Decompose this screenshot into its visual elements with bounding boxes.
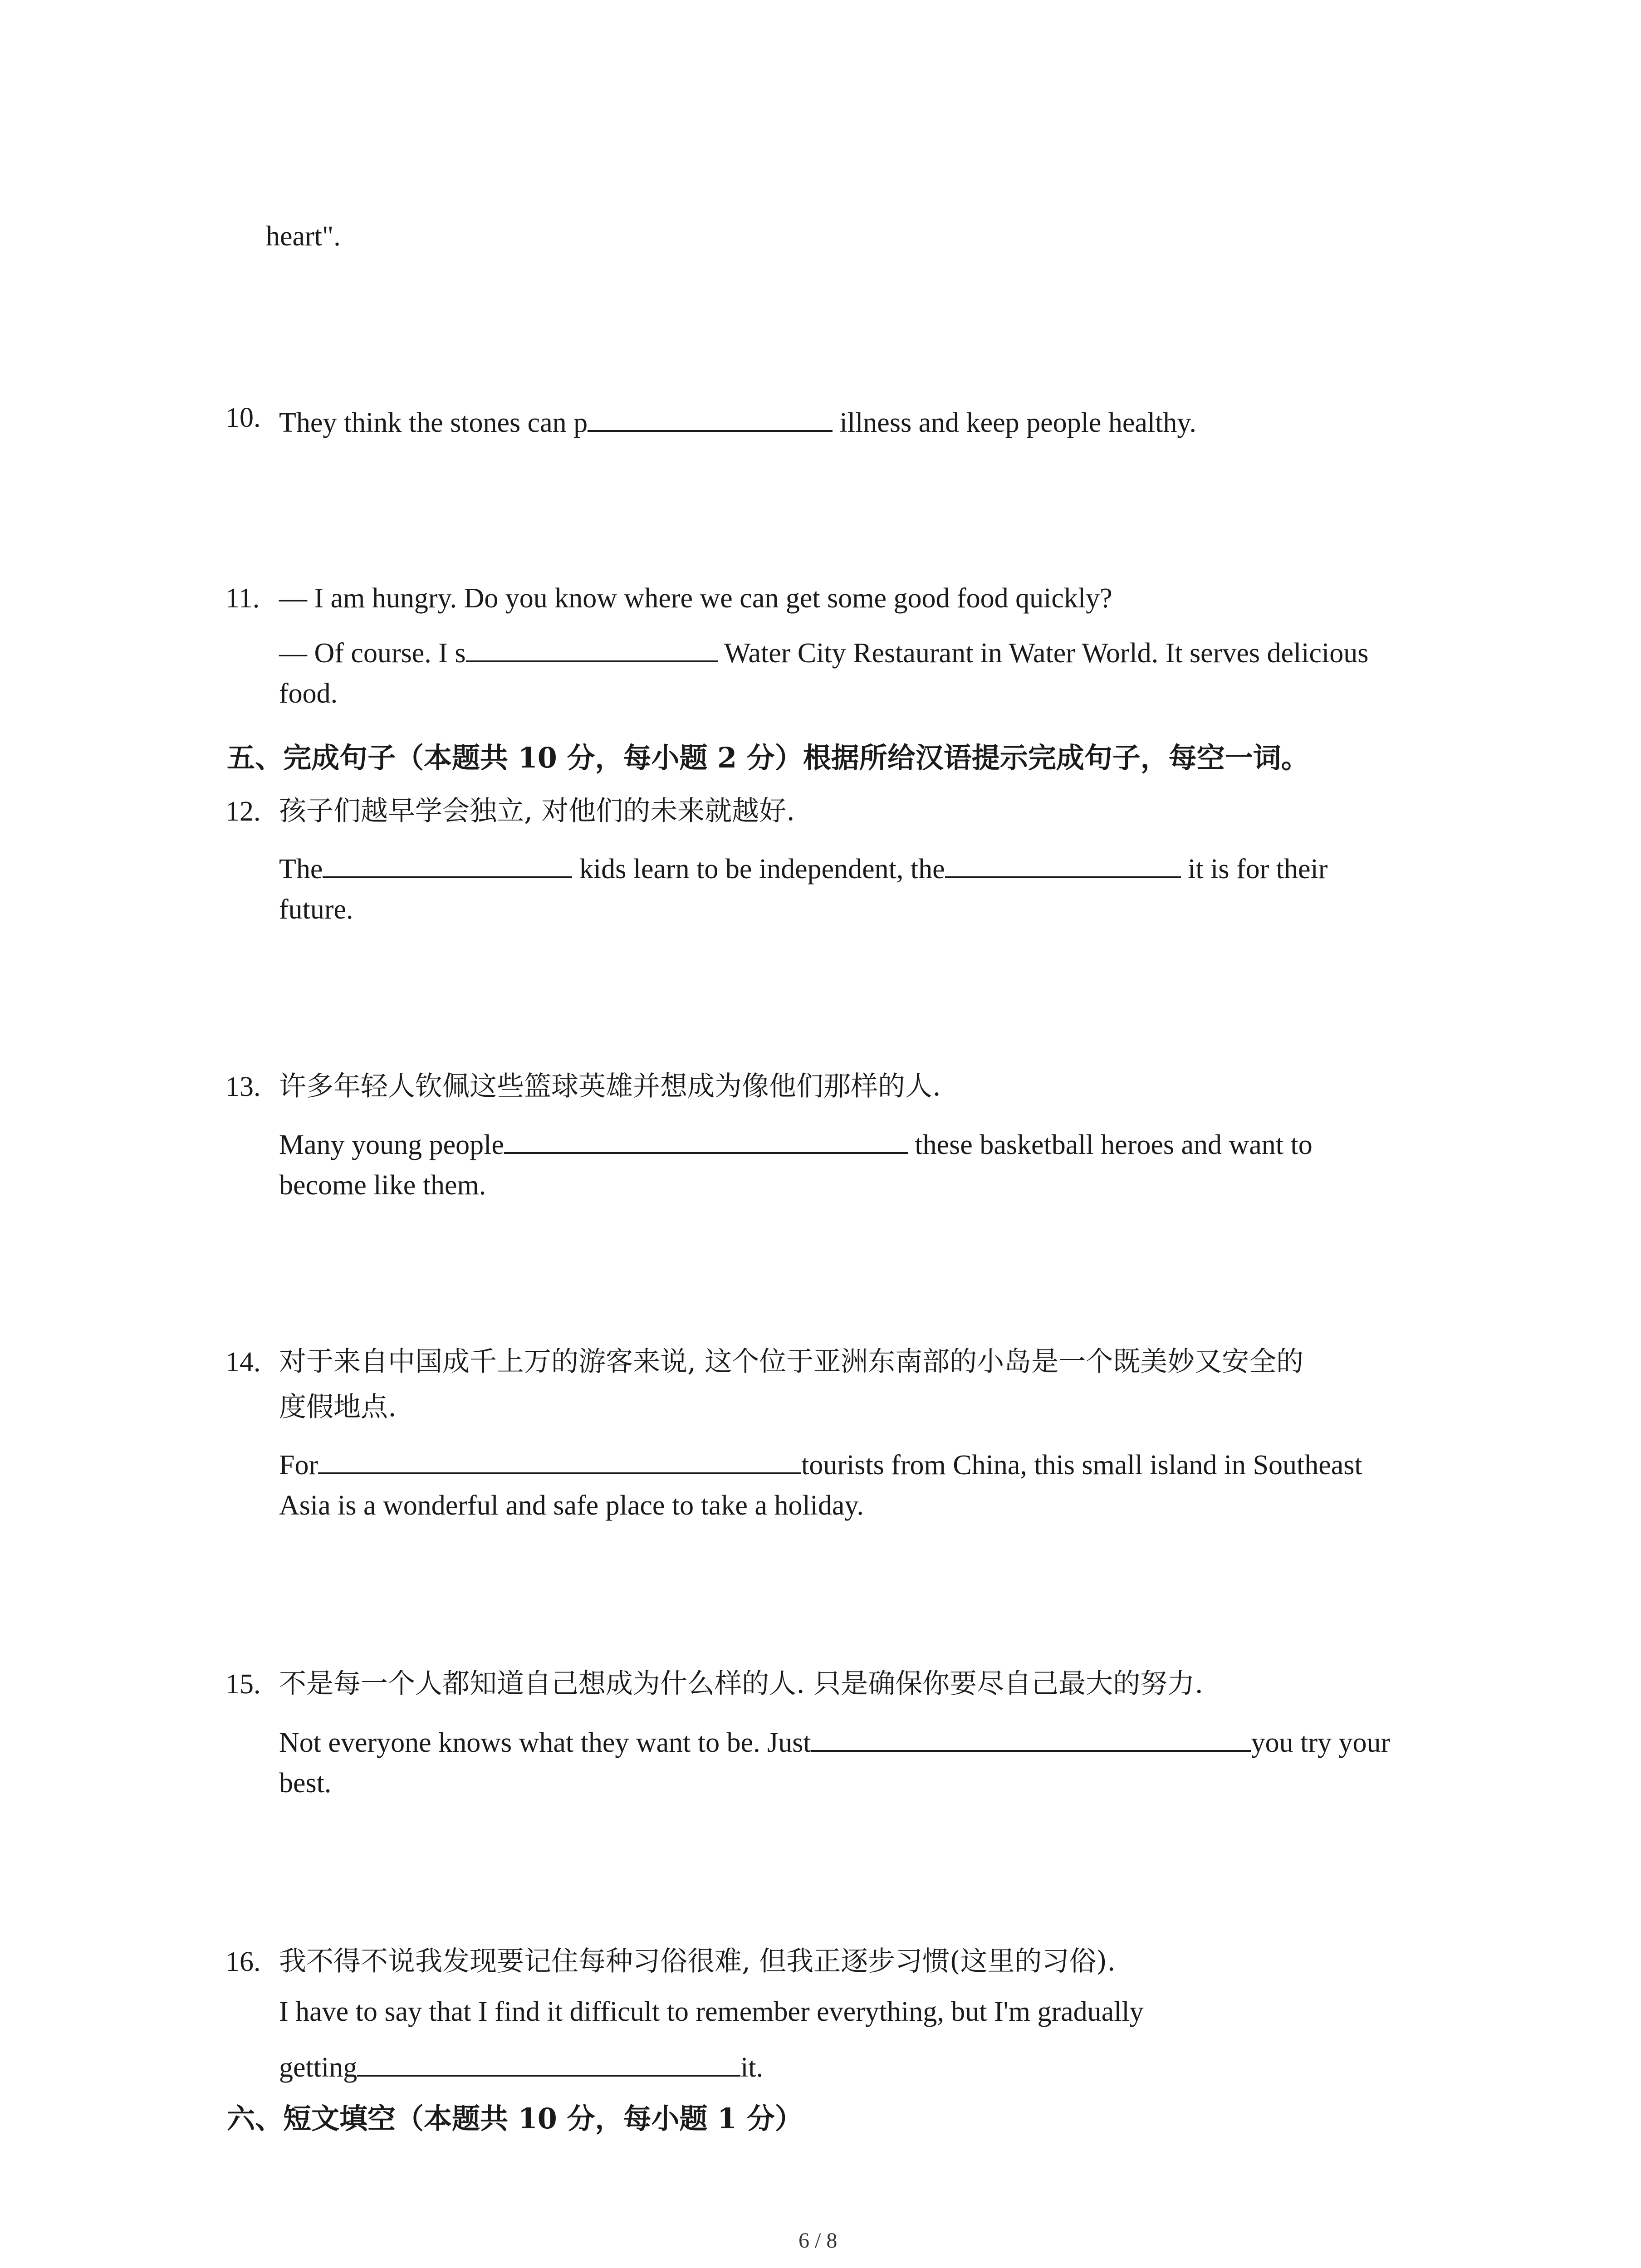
question-11-line1: — I am hungry. Do you know where we can get some good food quickly? — [279, 583, 1112, 614]
question-11-blank[interactable] — [466, 634, 718, 662]
question-14-chinese-line1: 对于来自中国成千上万的游客来说, 这个位于亚洲东南部的小岛是一个既美妙又安全的 — [279, 1346, 1304, 1378]
question-14-number: 14. — [225, 1347, 261, 1378]
question-15-text-before: Not everyone knows what they want to be. Just — [279, 1727, 811, 1758]
question-12-part3: it is for their — [1181, 854, 1328, 885]
question-14-text-before: For — [279, 1450, 318, 1481]
question-16-blank[interactable] — [357, 2048, 740, 2077]
question-11-number: 11. — [225, 583, 260, 614]
question-15-number: 15. — [225, 1669, 261, 1700]
question-14-chinese-line2: 度假地点. — [279, 1391, 397, 1423]
question-11-line3: food. — [279, 678, 338, 709]
question-11-text-before: — Of course. I s — [279, 638, 466, 669]
page-number: 6 / 8 — [798, 2229, 838, 2253]
question-10-number: 10. — [225, 402, 261, 433]
question-12-line3: future. — [279, 894, 353, 925]
question-11-text-after: Water City Restaurant in Water World. It serves delicious — [717, 638, 1369, 669]
question-16-line3 — [279, 2048, 763, 2082]
question-16-number: 16. — [225, 1946, 261, 1977]
question-14-line4: Asia is a wonderful and safe place to take a holiday. — [279, 1490, 864, 1521]
question-16-chinese: 我不得不说我发现要记住每种习俗很难, 但我正逐步习惯(这里的习俗). — [279, 1945, 1116, 1977]
question-16-line2: I have to say that I find it difficult to remember everything, but I'm gradually — [279, 1996, 1144, 2027]
question-10-text-before: They think the stones can p — [279, 407, 588, 438]
question-12-chinese: 孩子们越早学会独立, 对他们的未来就越好. — [279, 795, 795, 827]
question-14-text-after: tourists from China, this small island in Southeast — [801, 1450, 1362, 1481]
question-12-part1: The — [279, 854, 323, 885]
question-12-line2 — [279, 850, 1327, 883]
question-16-text-after: it. — [740, 2052, 764, 2083]
continuation-text: heart". — [266, 221, 341, 252]
section-6-heading: 六、短文填空（本题共 10 分，每小题 1 分） — [227, 2102, 803, 2135]
question-12-blank-2[interactable] — [945, 850, 1181, 878]
question-15-chinese: 不是每一个人都知道自己想成为什么样的人. 只是确保你要尽自己最大的努力. — [279, 1668, 1204, 1700]
section-5-heading: 五、完成句子（本题共 10 分，每小题 2 分）根据所给汉语提示完成句子，每空一词。 — [227, 741, 1309, 774]
question-10-sentence — [279, 404, 1196, 437]
question-12-part2: kids learn to be independent, the — [572, 854, 945, 885]
question-14-blank[interactable] — [318, 1446, 801, 1474]
question-15-text-after: you try your — [1251, 1727, 1391, 1758]
question-10-text-after: illness and keep people healthy. — [833, 407, 1196, 438]
question-13-number: 13. — [225, 1071, 261, 1102]
question-15-blank[interactable] — [811, 1724, 1251, 1752]
question-13-text-after: these basketball heroes and want to — [907, 1129, 1313, 1160]
question-13-line2 — [279, 1126, 1313, 1159]
question-13-chinese: 许多年轻人钦佩这些篮球英雄并想成为像他们那样的人. — [279, 1070, 941, 1102]
question-13-text-before: Many young people — [279, 1129, 504, 1160]
question-15-line3: best. — [279, 1768, 332, 1799]
question-15-line2 — [279, 1724, 1390, 1757]
question-10-blank[interactable] — [588, 404, 833, 432]
question-13-blank[interactable] — [504, 1126, 908, 1154]
question-12-blank-1[interactable] — [323, 850, 572, 878]
question-14-line3 — [279, 1446, 1362, 1479]
question-11-line2 — [279, 634, 1368, 667]
question-12-number: 12. — [225, 796, 261, 827]
question-16-text-before: getting — [279, 2052, 358, 2083]
question-13-line3: become like them. — [279, 1170, 486, 1201]
